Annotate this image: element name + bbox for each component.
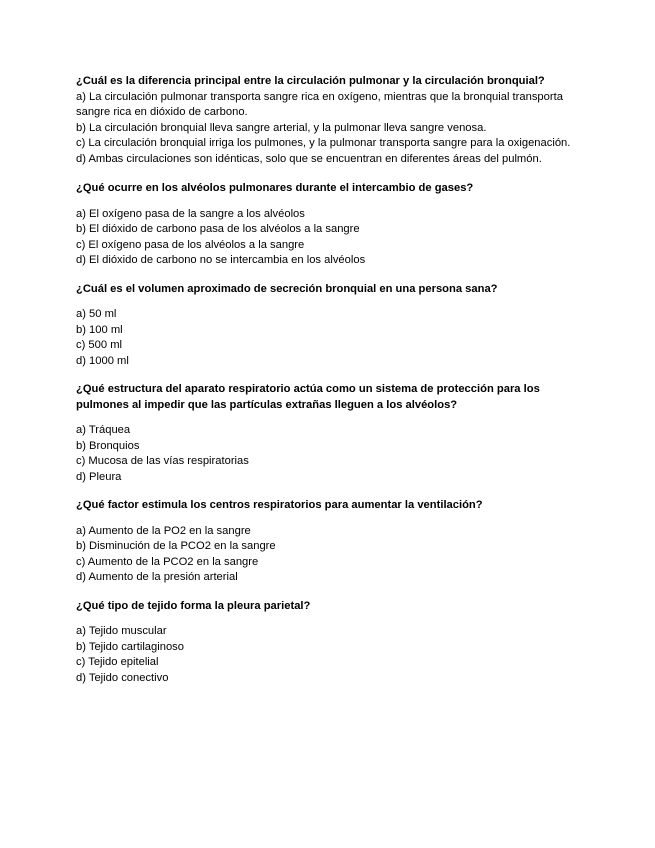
option-d: d) Ambas circulaciones son idénticas, solo que se encuentran en diferentes áreas del pulmón. <box>76 152 542 165</box>
question-block-3 <box>76 282 576 370</box>
option-list <box>76 524 576 586</box>
option-d: d) Aumento de la presión arterial <box>76 571 238 583</box>
question-text: ¿Qué ocurre en los alvéolos pulmonares durante el intercambio de gases? <box>76 182 474 194</box>
question-text: ¿Qué estructura del aparato respiratorio actúa como un sistema de protección para los pulmones al impedir que las partículas extrañas lleguen a los alvéolos? <box>76 383 540 411</box>
document-page <box>76 74 576 686</box>
option-list <box>76 307 576 369</box>
option-a: a) Aumento de la PO2 en la sangre <box>76 524 251 537</box>
question-block-5 <box>76 498 576 586</box>
option-a: a) El oxígeno pasa de la sangre a los alvéolos <box>76 207 305 220</box>
option-list <box>76 207 576 269</box>
question-text: ¿Cuál es la diferencia principal entre la circulación pulmonar y la circulación bronquial? <box>76 75 545 87</box>
option-a: a) Tráquea <box>76 424 131 436</box>
option-b: b) Tejido cartilaginoso <box>76 640 185 653</box>
option-a: a) 50 ml <box>76 308 117 320</box>
option-b: b) Disminución de la PCO2 en la sangre <box>76 540 276 552</box>
option-c: c) Aumento de la PCO2 en la sangre <box>76 555 259 568</box>
option-d: d) 1000 ml <box>76 354 129 367</box>
option-a: a) Tejido muscular <box>76 625 167 637</box>
option-d: d) El dióxido de carbono no se intercambia en los alvéolos <box>76 254 366 266</box>
option-list <box>76 624 576 686</box>
option-a: a) La circulación pulmonar transporta sangre rica en oxígeno, mientras que la bronquial transporta sangre rica en dióxido de carbono. <box>76 90 563 118</box>
option-c: c) El oxígeno pasa de los alvéolos a la sangre <box>76 238 305 251</box>
question-text: ¿Cuál es el volumen aproximado de secreción bronquial en una persona sana? <box>76 282 498 295</box>
option-list <box>76 423 576 485</box>
option-b: b) La circulación bronquial lleva sangre arterial, y la pulmonar lleva sangre venosa. <box>76 121 487 134</box>
option-c: c) Mucosa de las vías respiratorias <box>76 455 249 467</box>
option-c: c) Tejido epitelial <box>76 656 159 668</box>
option-c: c) 500 ml <box>76 339 123 351</box>
question-text: ¿Qué tipo de tejido forma la pleura parietal? <box>76 599 311 612</box>
option-d: d) Pleura <box>76 470 122 483</box>
option-b: b) Bronquios <box>76 439 140 452</box>
option-b: b) El dióxido de carbono pasa de los alvéolos a la sangre <box>76 223 360 235</box>
option-c: c) La circulación bronquial irriga los pulmones, y la pulmonar transporta sangre para la oxigenación. <box>76 137 571 149</box>
question-block-2 <box>76 181 576 269</box>
question-block-4 <box>76 382 576 485</box>
option-list <box>76 90 576 168</box>
option-b: b) 100 ml <box>76 323 123 336</box>
question-block-6 <box>76 599 576 687</box>
question-block-1 <box>76 74 576 167</box>
question-text: ¿Qué factor estimula los centros respiratorios para aumentar la ventilación? <box>76 499 483 511</box>
option-d: d) Tejido conectivo <box>76 671 169 684</box>
